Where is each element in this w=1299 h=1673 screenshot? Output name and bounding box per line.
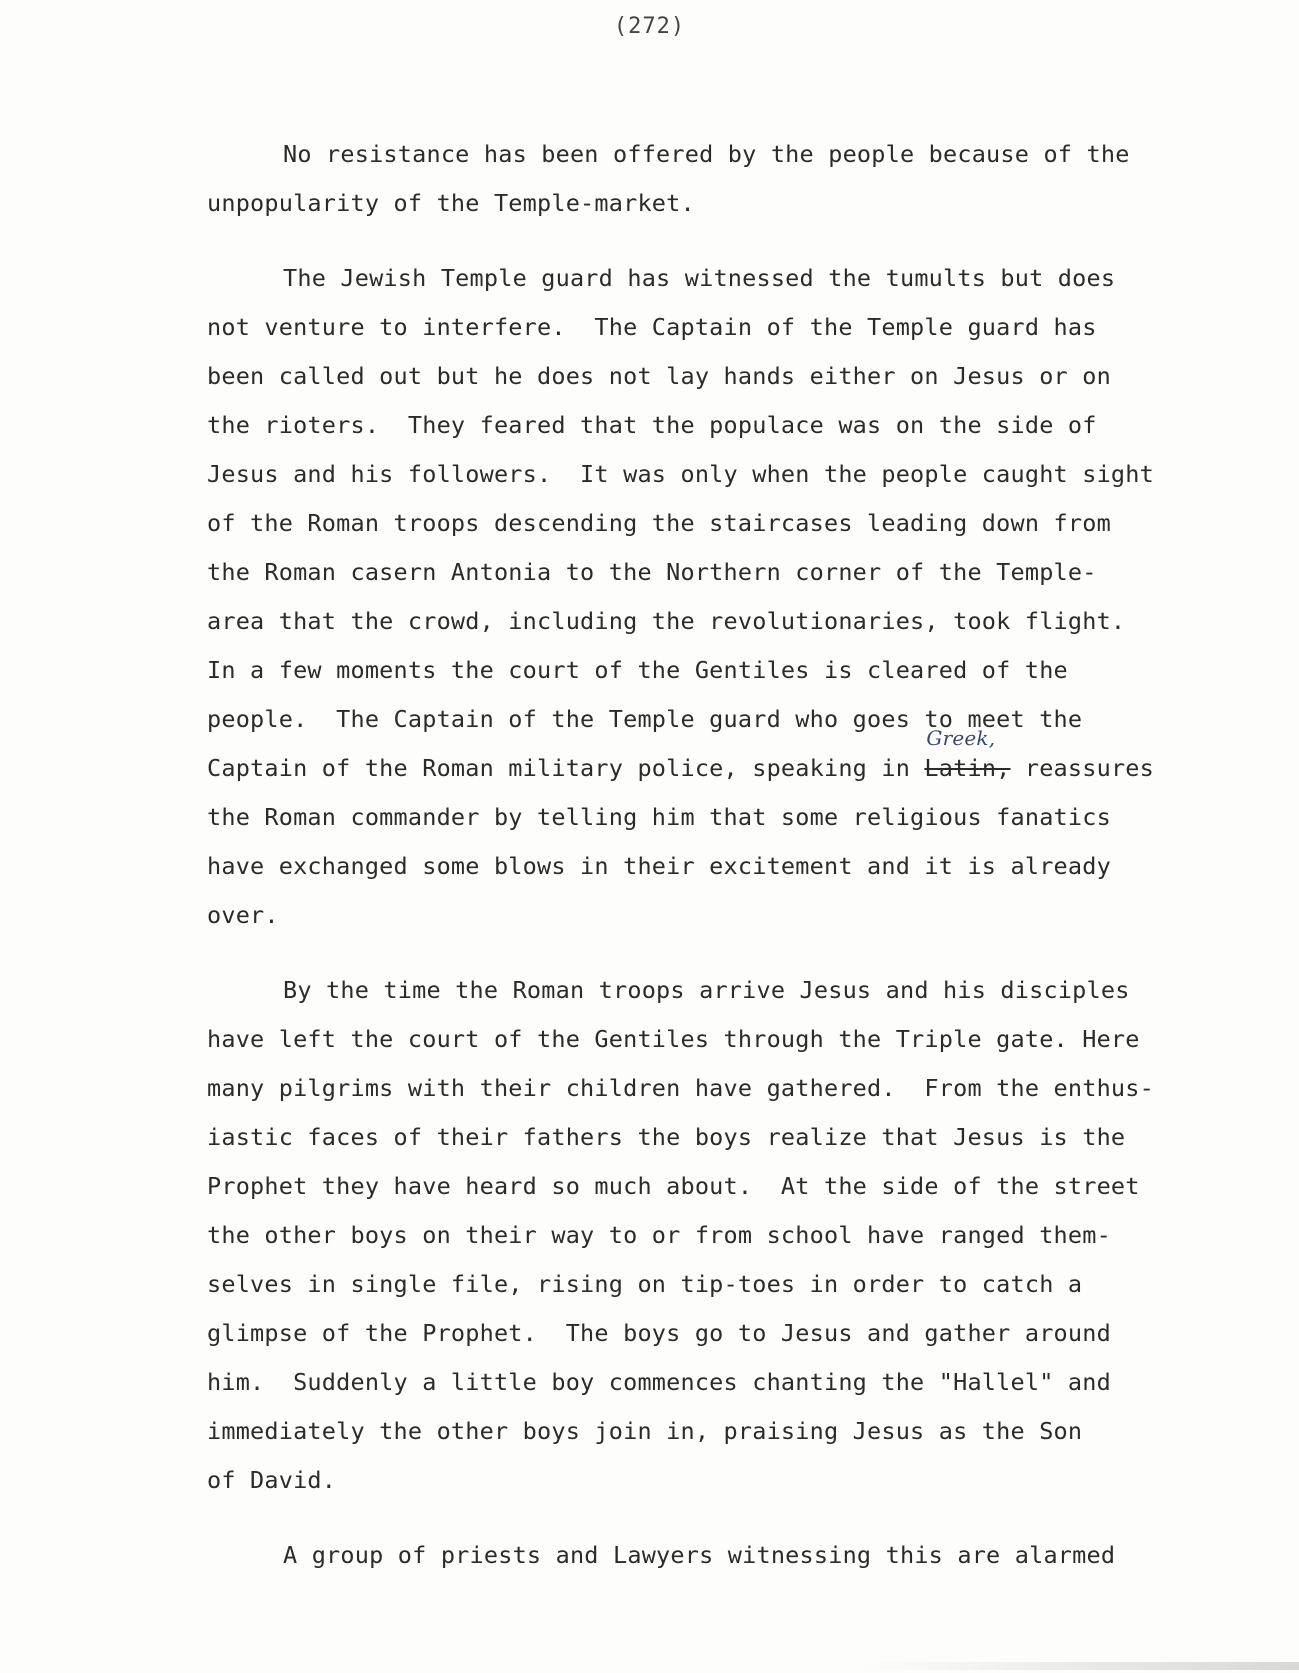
text-line: glimpse of the Prophet. The boys go to Jesus and gather around xyxy=(207,1319,1111,1347)
text-line: No resistance has been offered by the people because of the xyxy=(283,140,1130,168)
paragraph-4 xyxy=(207,1531,1217,1580)
text-line: the rioters. They feared that the populace was on the side of xyxy=(207,411,1097,439)
text-segment: reassures xyxy=(1010,754,1154,782)
text-line: Jesus and his followers. It was only when the people caught sight xyxy=(207,460,1154,488)
paragraph-1 xyxy=(207,130,1217,228)
text-line: of the Roman troops descending the staircases leading down from xyxy=(207,509,1111,537)
text-line: of David. xyxy=(207,1466,337,1494)
text-line: A group of priests and Lawyers witnessing this are alarmed xyxy=(283,1541,1116,1569)
text-line: the Roman casern Antonia to the Northern corner of the Temple- xyxy=(207,558,1097,586)
text-line: have left the court of the Gentiles through the Triple gate. Here xyxy=(207,1025,1140,1053)
text-line: By the time the Roman troops arrive Jesus and his disciples xyxy=(283,976,1130,1004)
text-line: him. Suddenly a little boy commences chanting the "Hallel" and xyxy=(207,1368,1111,1396)
text-line: not venture to interfere. The Captain of the Temple guard has xyxy=(207,313,1097,341)
text-line: been called out but he does not lay hands either on Jesus or on xyxy=(207,362,1111,390)
struck-word xyxy=(924,726,1011,782)
paragraph-2 xyxy=(207,254,1217,940)
text-line: The Jewish Temple guard has witnessed the tumults but does xyxy=(283,264,1116,292)
text-line: have exchanged some blows in their excitement and it is already xyxy=(207,852,1111,880)
text-line: unpopularity of the Temple-market. xyxy=(207,189,695,217)
text-line: iastic faces of their fathers the boys realize that Jesus is the xyxy=(207,1123,1126,1151)
text-line: selves in single file, rising on tip-toes in order to catch a xyxy=(207,1270,1083,1298)
scan-edge-shadow xyxy=(860,1662,1299,1670)
text-line: immediately the other boys join in, praising Jesus as the Son xyxy=(207,1417,1083,1445)
text-line: the Roman commander by telling him that some religious fanatics xyxy=(207,803,1111,831)
text-segment: Captain of the Roman military police, speaking in xyxy=(207,754,925,782)
text-line: the other boys on their way to or from school have ranged them- xyxy=(207,1221,1111,1249)
text-line: In a few moments the court of the Gentiles is cleared of the xyxy=(207,656,1068,684)
corrected-text-line xyxy=(207,726,1217,793)
text-line: area that the crowd, including the revolutionaries, took flight. xyxy=(207,607,1126,635)
handwritten-correction: Greek, xyxy=(926,726,996,750)
manuscript-text xyxy=(207,130,1217,1606)
paragraph-3 xyxy=(207,966,1217,1505)
text-line: Prophet they have heard so much about. At the side of the street xyxy=(207,1172,1140,1200)
text-line: many pilgrims with their children have gathered. From the enthus- xyxy=(207,1074,1154,1102)
page-number: (272) xyxy=(613,14,686,39)
text-line: over. xyxy=(207,901,279,929)
text-line: people. The Captain of the Temple guard who goes to meet the xyxy=(207,705,1083,733)
struck-text: Latin, xyxy=(924,754,1011,782)
